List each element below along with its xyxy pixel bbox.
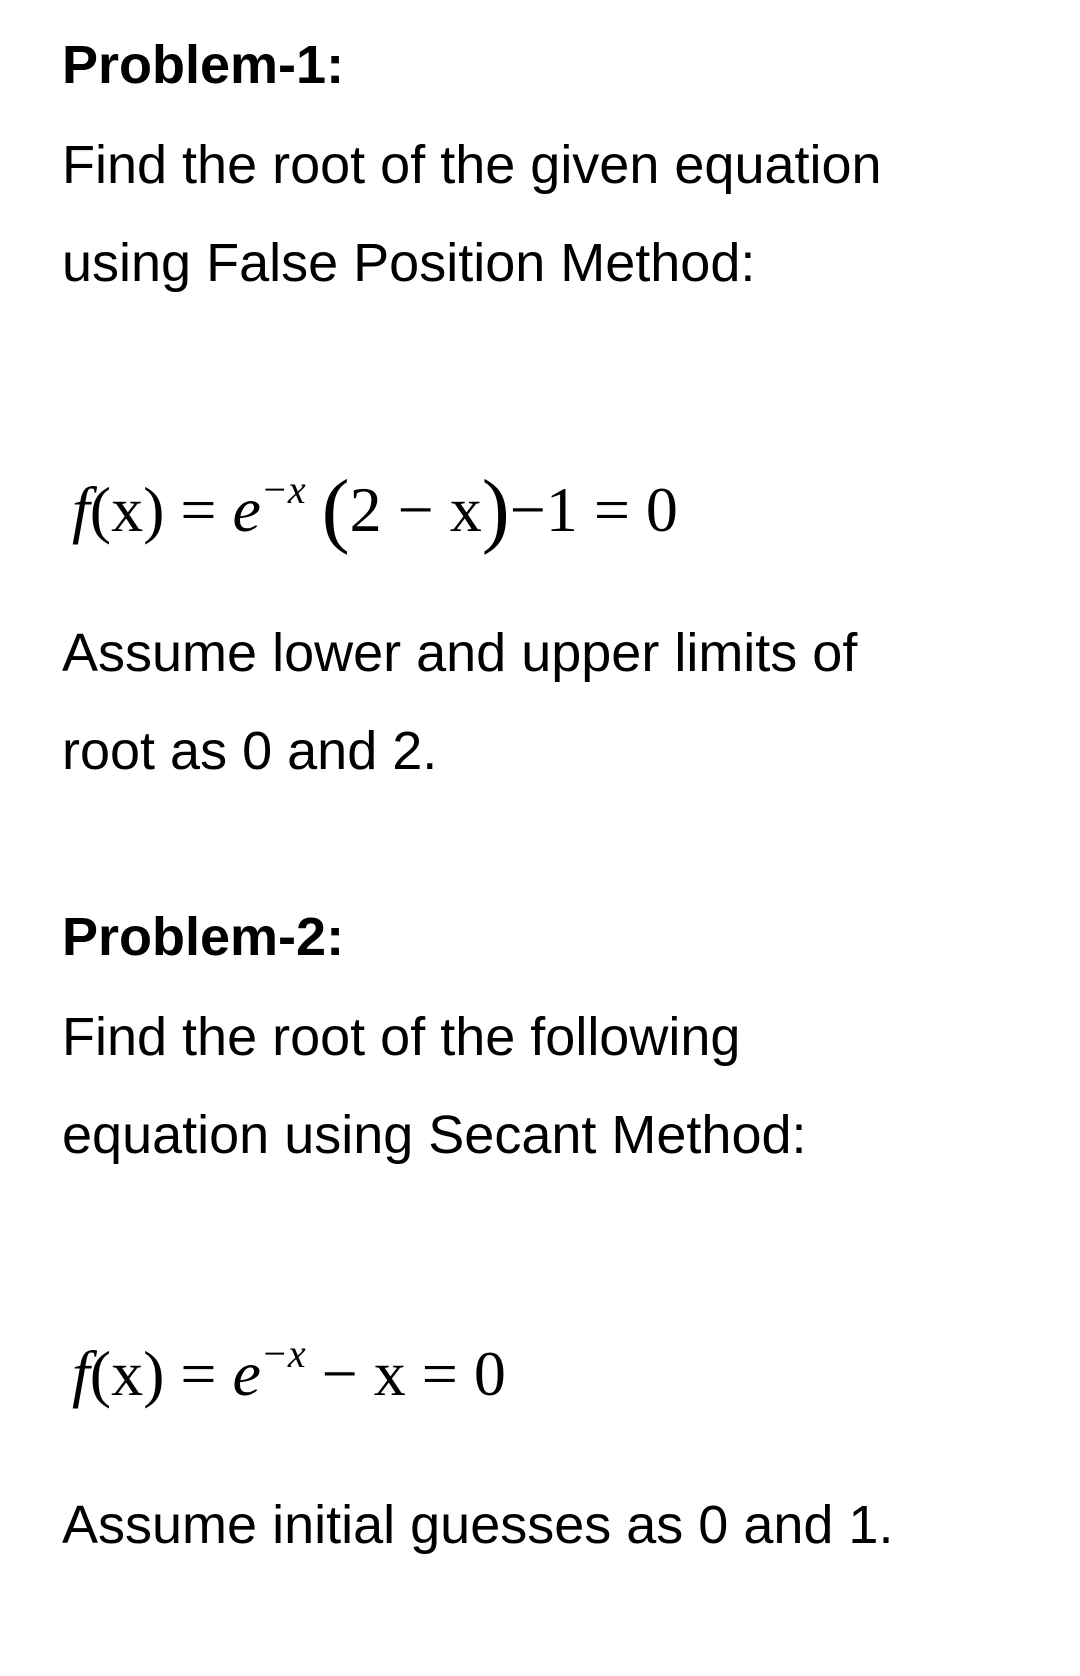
- problem-2-text-line-2: equation using Secant Method:: [62, 1105, 807, 1165]
- eq1-inner: 2 − x: [349, 474, 482, 545]
- eq2-argument: (x): [89, 1338, 165, 1409]
- problem-1-text-line-1: Find the root of the given equation: [62, 135, 882, 195]
- problem-2-text-line-1: Find the root of the following: [62, 1007, 741, 1067]
- problem-1-title: Problem-1:: [62, 35, 345, 95]
- eq1-equals: =: [180, 474, 217, 545]
- eq2-function-name: f: [72, 1338, 90, 1409]
- eq2-exponent: −x: [260, 1331, 306, 1376]
- problem-2-title: Problem-2:: [62, 907, 345, 967]
- eq1-argument: (x): [89, 474, 165, 545]
- eq2-tail: − x = 0: [321, 1338, 506, 1409]
- problem-1-equation: [72, 462, 678, 556]
- problem-2-equation: [72, 1331, 506, 1409]
- eq1-exponent: −x: [260, 467, 306, 512]
- eq1-function-name: f: [72, 474, 90, 545]
- eq1-open-paren: (: [321, 463, 350, 556]
- eq1-close-paren: ): [481, 463, 510, 556]
- problem-1-note-line-2: root as 0 and 2.: [62, 721, 438, 781]
- problem-1-text-line-2: using False Position Method:: [62, 233, 756, 293]
- eq2-equals: =: [180, 1338, 217, 1409]
- problem-2-note-line-1: Assume initial guesses as 0 and 1.: [62, 1495, 894, 1555]
- eq1-tail: −1 = 0: [509, 474, 678, 545]
- eq2-base: e: [232, 1338, 261, 1409]
- eq1-base: e: [232, 474, 261, 545]
- problem-1-note-line-1: Assume lower and upper limits of: [62, 623, 858, 683]
